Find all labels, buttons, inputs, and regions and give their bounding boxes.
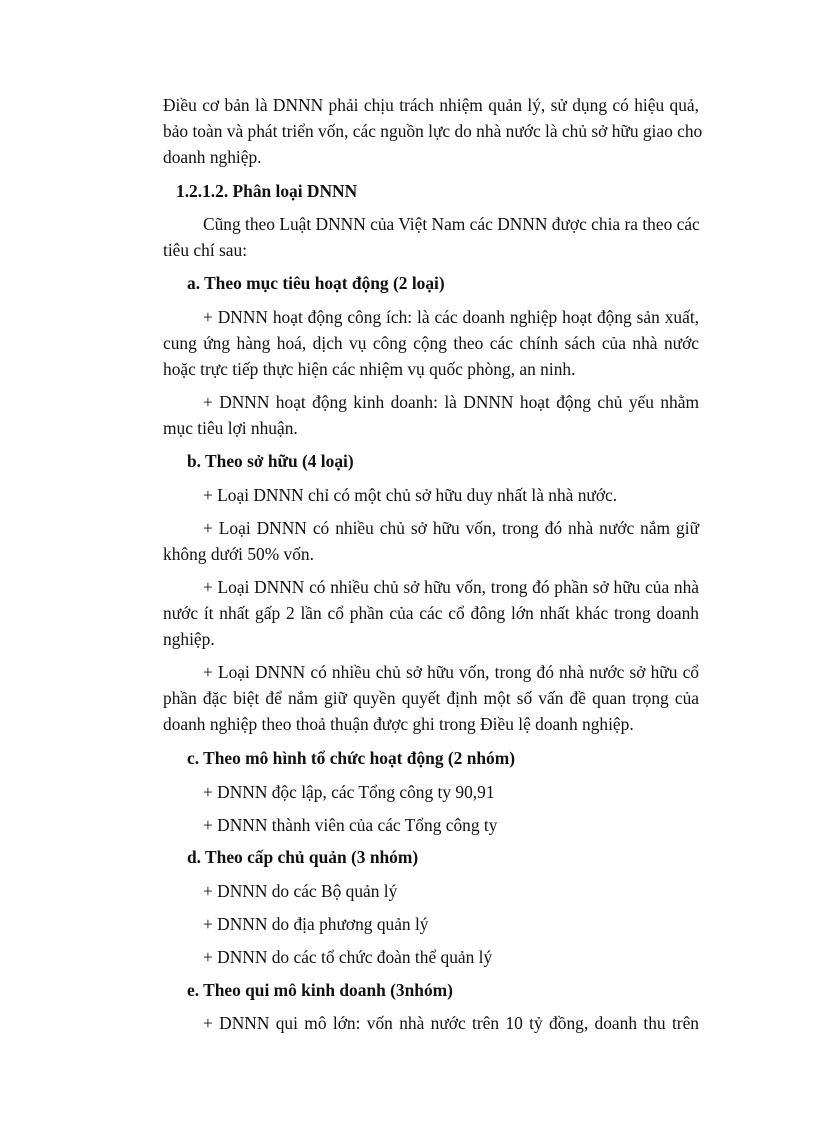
paragraph-line: nghiệp.: [163, 629, 215, 649]
paragraph-line: + Loại DNNN chỉ có một chủ sở hữu duy nhất là nhà nước.: [203, 485, 618, 505]
paragraph-line: + DNNN thành viên của các Tổng công ty: [203, 815, 498, 835]
paragraph-line: + Loại DNNN có nhiều chủ sở hữu vốn, trong đó nhà nước sở hữu cổ: [203, 662, 699, 682]
subsection-heading: a. Theo mục tiêu hoạt động (2 loại): [187, 273, 445, 293]
paragraph-line: hoặc trực tiếp thực hiện các nhiệm vụ quốc phòng, an ninh.: [163, 359, 576, 379]
paragraph-line: doanh nghiệp theo thoả thuận được ghi trong Điều lệ doanh nghiệp.: [163, 714, 634, 734]
paragraph-line: doanh nghiệp.: [163, 147, 262, 167]
paragraph-line: cung ứng hàng hoá, dịch vụ công cộng theo các chính sách của nhà nước: [163, 333, 699, 353]
paragraph-line: + DNNN do các tổ chức đoàn thể quản lý: [203, 947, 493, 967]
paragraph-line: + DNNN qui mô lớn: vốn nhà nước trên 10 tỷ đồng, doanh thu trên: [203, 1013, 699, 1033]
paragraph-line: bảo toàn và phát triển vốn, các nguồn lực do nhà nước là chủ sở hữu giao cho: [163, 121, 703, 141]
subsection-heading: e. Theo qui mô kinh doanh (3nhóm): [187, 980, 453, 1000]
paragraph-line: nước ít nhất gấp 2 lần cổ phần của các cổ đông lớn nhất khác trong doanh: [163, 603, 699, 623]
paragraph-line: + DNNN hoạt động công ích: là các doanh nghiệp hoạt động sản xuất,: [203, 307, 699, 327]
paragraph-line: + Loại DNNN có nhiều chủ sở hữu vốn, trong đó phần sở hữu của nhà: [203, 577, 699, 597]
subsection-heading: b. Theo sở hữu (4 loại): [187, 451, 354, 471]
paragraph-line: tiêu chí sau:: [163, 240, 248, 260]
subsection-heading: c. Theo mô hình tổ chức hoạt động (2 nhóm): [187, 748, 516, 768]
subsection-heading: d. Theo cấp chủ quản (3 nhóm): [187, 847, 419, 867]
paragraph-line: không dưới 50% vốn.: [163, 544, 314, 564]
paragraph-line: + Loại DNNN có nhiều chủ sở hữu vốn, trong đó nhà nước nắm giữ: [203, 518, 699, 538]
paragraph-line: + DNNN do các Bộ quản lý: [203, 881, 398, 901]
paragraph-line: + DNNN hoạt động kinh doanh: là DNNN hoạt động chủ yếu nhằm: [203, 392, 699, 412]
paragraph-line: + DNNN do địa phương quản lý: [203, 914, 429, 934]
paragraph-line: Cũng theo Luật DNNN của Việt Nam các DNNN được chia ra theo các: [203, 214, 700, 234]
paragraph-line: Điều cơ bản là DNNN phải chịu trách nhiệm quản lý, sử dụng có hiệu quả,: [163, 95, 699, 115]
section-heading: 1.2.1.2. Phân loại DNNN: [176, 181, 358, 201]
paragraph-line: phần đặc biệt để nắm giữ quyền quyết định một số vấn đề quan trọng của: [163, 688, 699, 708]
paragraph-line: + DNNN độc lập, các Tổng công ty 90,91: [203, 782, 495, 802]
paragraph-line: mục tiêu lợi nhuận.: [163, 418, 298, 438]
